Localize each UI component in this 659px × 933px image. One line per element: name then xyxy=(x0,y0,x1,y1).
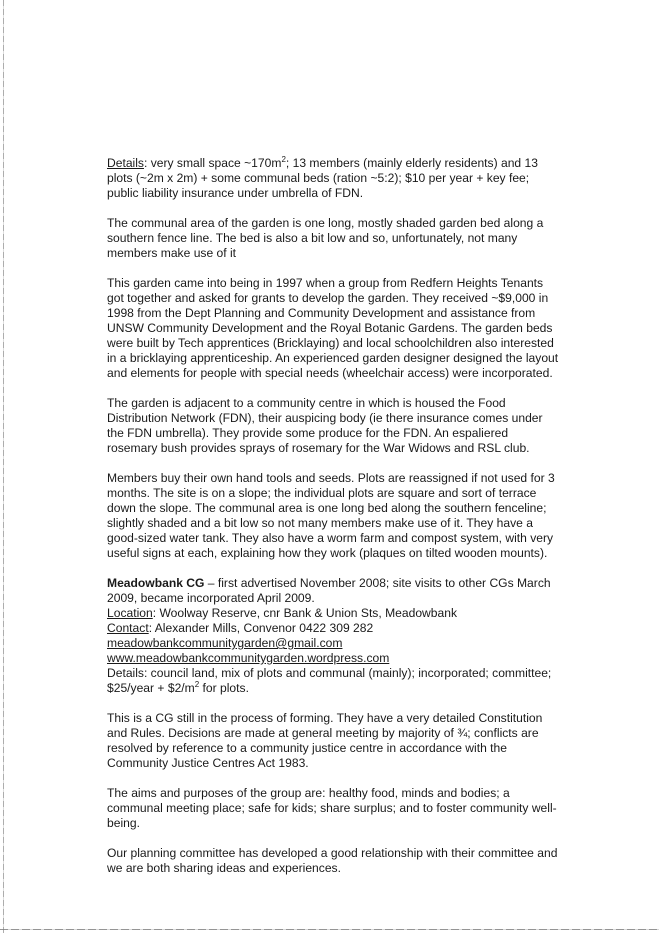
meadowbank-heading-line xyxy=(107,576,559,606)
contact-text: : Alexander Mills, Convenor 0422 309 282 xyxy=(148,621,374,635)
document-body xyxy=(107,156,559,876)
details-label: Details xyxy=(107,156,144,170)
meadowbank-email-line xyxy=(107,636,559,651)
scan-edge-left xyxy=(3,0,4,933)
planning-paragraph: Our planning committee has developed a good relationship with their committee and we are both sharing ideas and experiences. xyxy=(107,846,558,875)
location-label: Location xyxy=(107,606,153,620)
contact-label: Contact xyxy=(107,621,149,635)
details-paragraph xyxy=(107,156,559,201)
forming-paragraph: This is a CG still in the process of forming. They have a very detailed Constitution and Rules. Decisions are made at general meeting by majority of ¾; conflicts are resolved by reference to a community justice centre in accordance with the Community Justice Centres Act 1983. xyxy=(107,711,543,770)
meadowbank-details xyxy=(107,666,559,696)
website-link[interactable]: www.meadowbankcommunitygarden.wordpress.com xyxy=(107,651,390,665)
meadowbank-website-line xyxy=(107,651,559,666)
meadowbank-section xyxy=(107,576,559,696)
email-link[interactable]: meadowbankcommunitygarden@gmail.com xyxy=(107,636,343,650)
members-paragraph: Members buy their own hand tools and seeds. Plots are reassigned if not used for 3 months. The site is on a slope; the individual plots are square and sort of terrace down the slope. The communal area is one long bed along the southern fenceline; slightly shaded and a bit low so not many members make use of it. They have a good-sized water tank. They also have a worm farm and compost system, with very useful signs at each, explaining how they work (plaques on tilted wooden mounts). xyxy=(107,471,555,560)
meadowbank-contact xyxy=(107,621,559,636)
aims-paragraph: The aims and purposes of the group are: healthy food, minds and bodies; a communal meeting place; safe for kids; share surplus; and to foster community well-being. xyxy=(107,786,557,830)
meadowbank-heading-rest: – first advertised November 2008; site visits to other CGs March 2009, became incorporated April 2009. xyxy=(107,576,551,605)
history-paragraph: This garden came into being in 1997 when a group from Redfern Heights Tenants got together and asked for grants to develop the garden. They received ~$9,000 in 1998 from the Dept Planning and Community Development and assistance from UNSW Community Development and the Royal Botanic Gardens. The garden beds were built by Tech apprentices (Bricklaying) and local schoolchildren also interested in a bricklaying apprenticeship. An experienced garden designer designed the layout and elements for people with special needs (wheelchair access) were incorporated. xyxy=(107,276,559,380)
meadowbank-heading: Meadowbank CG xyxy=(107,576,205,590)
location-text: : Woolway Reserve, cnr Bank & Union Sts, Meadowbank xyxy=(152,606,458,620)
details-text-b: ; 13 members (mainly elderly residents) and 13 plots (~2m x 2m) + some communal beds (ration ~5:2); $10 per year + key fee; public liability insurance under umbrella of FDN. xyxy=(107,156,538,200)
scan-edge-bottom xyxy=(0,929,659,930)
meadowbank-details-sup: 2 xyxy=(194,680,200,689)
community-centre-paragraph: The garden is adjacent to a community centre in which is housed the Food Distribution Network (FDN), their auspicing body (ie there insurance comes under the FDN umbrella). They provide some produce for the FDN. An espaliered rosemary bush provides sprays of rosemary for the War Widows and RSL club. xyxy=(107,396,543,455)
details-text-a: : very small space ~170m xyxy=(143,156,282,170)
meadowbank-details-text-a: Details: council land, mix of plots and communal (mainly); incorporated; committee; $25/year + $2/m xyxy=(107,666,552,695)
meadowbank-location xyxy=(107,606,559,621)
meadowbank-details-text-b: for plots. xyxy=(199,681,249,695)
communal-area-paragraph: The communal area of the garden is one long, mostly shaded garden bed along a southern fence line. The bed is also a bit low and so, unfortunately, not many members make use of it xyxy=(107,216,544,260)
details-sup: 2 xyxy=(281,155,286,164)
